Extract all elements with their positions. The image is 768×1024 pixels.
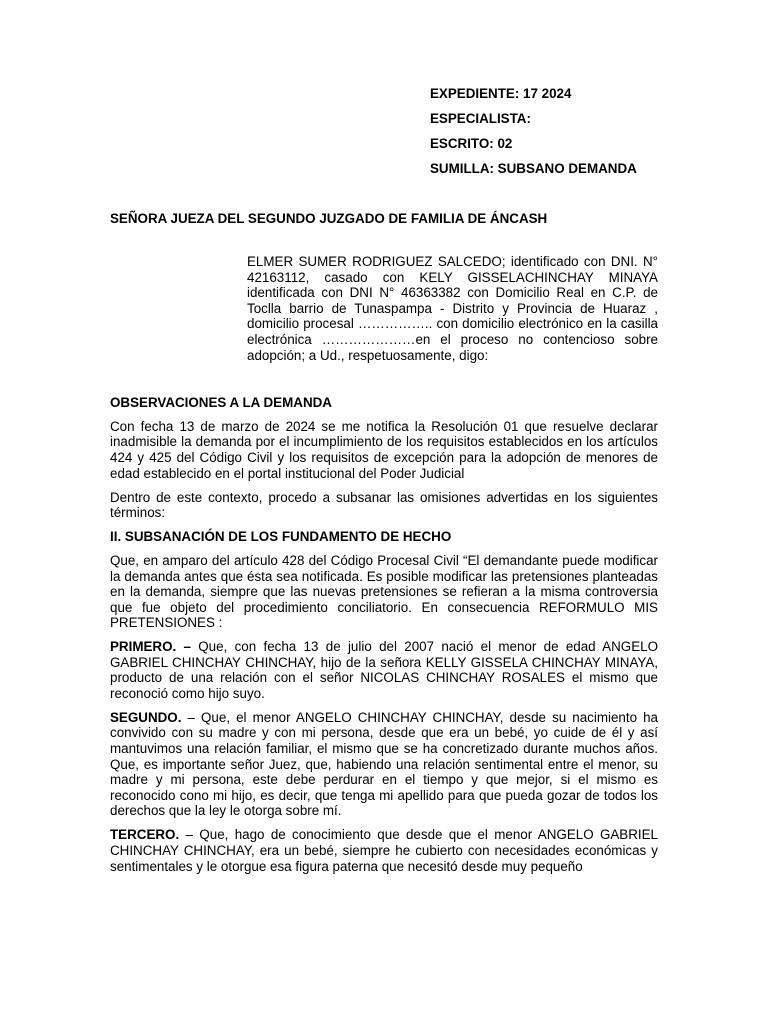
escrito-line: ESCRITO: 02 <box>430 136 513 152</box>
segundo-text: – Que, el menor ANGELO CHINCHAY CHINCHAY, desde su nacimiento ha convivido con su madre y con mi persona, desde que era un bebé, yo cuide de él y así mantuvimos una relación familiar, el mismo que se ha concretizado durante muchos años. Que, es importante señor Juez, que, habiendo una relación sentimental entre el menor, su madre y mi persona, este debe perdurar en el tiempo y que mejor, si el mismo es reconocido cono mi hijo, es decir, que tenga mi apellido para que pueda gozar de todos los derechos que la ley le otorga sobre mí. <box>110 709 658 819</box>
segundo-paragraph <box>110 710 658 819</box>
observaciones-paragraph-1: Con fecha 13 de marzo de 2024 se me notifica la Resolución 01 que resuelve declarar inadmisible la demanda por el incumplimiento de los requisitos establecidos en los artículos 424 y 425 del Código Civil y los requisitos de excepción para la adopción de menores de edad establecido en el portal institucional del Poder Judicial <box>110 418 658 481</box>
addressee: SEÑORA JUEZA DEL SEGUNDO JUZGADO DE FAMILIA DE ÁNCASH <box>110 211 548 226</box>
sumilla-line: SUMILLA: SUBSANO DEMANDA <box>430 161 637 177</box>
tercero-paragraph <box>110 827 658 874</box>
especialista-line: ESPECIALISTA: <box>430 111 531 127</box>
subsanacion-heading: II. SUBSANACIÓN DE LOS FUNDAMENTO DE HECHO <box>110 529 452 545</box>
document-body <box>110 395 658 882</box>
intro-paragraph: ELMER SUMER RODRIGUEZ SALCEDO; identificado con DNI. N° 42163112, casado con KELY GISSELACHINCHAY MINAYA identificada con DNI N° 46363382 con Domicilio Real en C.P. de Toclla barrio de Tunaspampa - Distrito y Provincia de Huaraz , domicilio procesal …………….. con domicilio electrónico en la casilla electrónica …………………en el proceso no contencioso sobre adopción; a Ud., respetuosamente, digo: <box>247 254 658 363</box>
segundo-label: SEGUNDO. <box>110 709 182 725</box>
expediente-line: EXPEDIENTE: 17 2024 <box>430 86 572 101</box>
subsanacion-paragraph-1: Que, en amparo del artículo 428 del Código Procesal Civil “El demandante puede modificar la demanda antes que ésta sea notificada. Es posible modificar las pretensiones planteadas en la demanda, siempre que las nuevas pretensiones se refieran a la misma controversia que fue objeto del procedimiento conciliatorio. En consecuencia REFORMULO MIS PRETENSIONES : <box>110 552 658 631</box>
tercero-text: – Que, hago de conocimiento que desde que el menor ANGELO GABRIEL CHINCHAY CHINCHAY, era un bebé, siempre he cubierto con necesidades económicas y sentimentales y le otorgue esa figura paterna que necesitó desde muy pequeño <box>110 827 658 874</box>
primero-text: Que, con fecha 13 de julio del 2007 nació el menor de edad ANGELO GABRIEL CHINCHAY CHINCHAY, hijo de la señora KELLY GISSELA CHINCHAY MINAYA, producto de una relación con el señor NICOLAS CHINCHAY ROSALES el mismo que reconoció como hijo suyo. <box>110 639 658 701</box>
observaciones-heading: OBSERVACIONES A LA DEMANDA <box>110 395 332 410</box>
primero-label: PRIMERO. – <box>110 639 191 655</box>
primero-paragraph <box>110 639 658 701</box>
observaciones-paragraph-2: Dentro de este contexto, procedo a subsanar las omisiones advertidas en los siguientes términos: <box>110 489 658 521</box>
case-header <box>430 86 637 186</box>
tercero-label: TERCERO. <box>110 827 180 843</box>
